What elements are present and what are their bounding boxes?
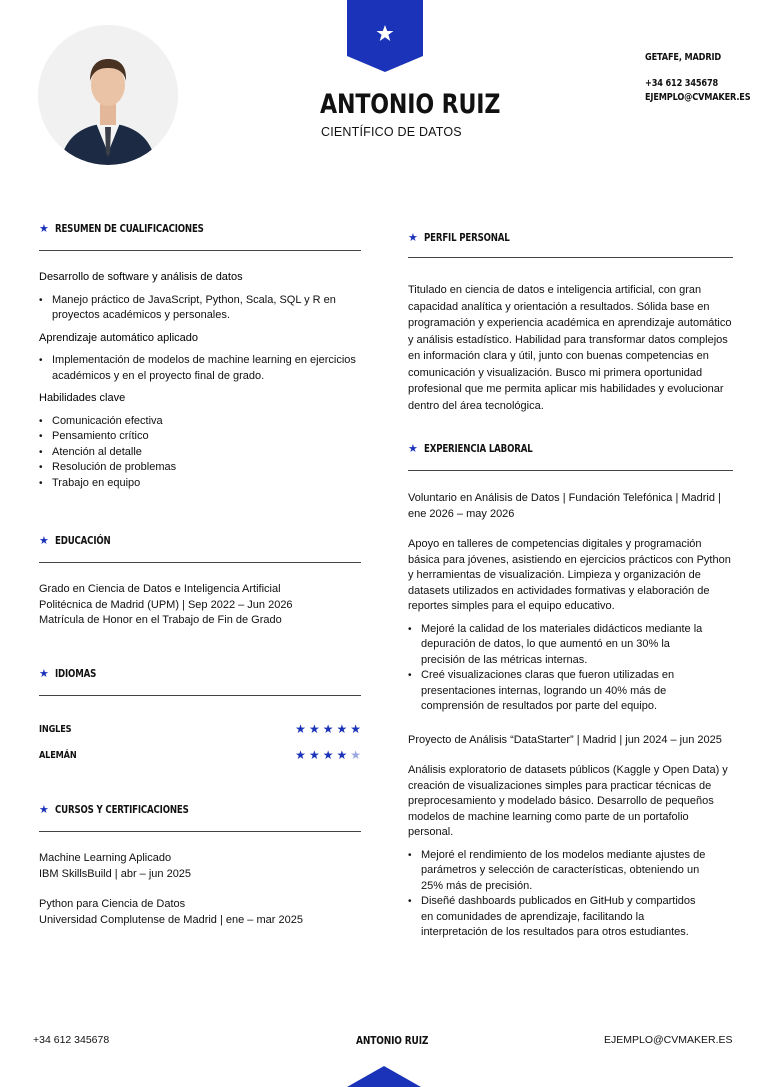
list-item: • Mejoré la calidad de los materiales didácticos mediante la depuración de datos, lo que aumentó en un 30% la precisión de las métricas internas. [408,622,708,669]
divider [39,695,361,696]
profile-photo [38,25,178,165]
qual-heading: Aprendizaje automático aplicado [39,331,198,344]
star-icon: ★ [408,231,418,244]
course-detail: Universidad Complutense de Madrid | ene – mar 2025 [39,913,303,926]
star-icon: ★ [322,748,334,762]
list-item: • Diseñé dashboards publicados en GitHub y compartidos en comunidades de aprendizaje, facilitando la interpretación de los resultados para otros estudiantes. [408,894,708,941]
star-icon: ★ [322,722,334,736]
job-description: Apoyo en talleres de competencias digitales y programación básica para jóvenes, asistiendo en ejercicios prácticos con Python y herramientas de visualización. Limpieza y organización de datasets utilizados en actividades formativas y elaboración de reportes simples para el equipo educativo. [408,538,731,612]
footer-name: ANTONIO RUIZ [356,1034,429,1047]
header-banner [347,0,423,72]
section-title-experience: ★ EXPERIENCIA LABORAL [408,442,533,455]
course-name: Python para Ciencia de Datos [39,898,186,910]
section-title-languages: ★ IDIOMAS [39,667,97,680]
language-row [39,722,361,736]
school-text: Politécnica de Madrid (UPM) | Sep 2022 – Jun 2026 [39,598,293,611]
candidate-name: ANTONIO RUIZ [320,89,501,120]
list-item: • Resolución de problemas [39,460,361,476]
section-title-profile: ★ PERFIL PERSONAL [408,231,510,244]
star-icon: ★ [39,803,49,816]
section-title-courses: ★ CURSOS Y CERTIFICACIONES [39,803,189,816]
divider [39,562,361,563]
footer-phone: +34 612 345678 [33,1034,110,1046]
star-icon: ★ [295,748,306,762]
divider [39,831,361,832]
language-name: ALEMÁN [39,749,77,761]
education-body [39,582,361,629]
star-icon: ★ [295,722,306,736]
rating-stars [295,722,361,736]
phone-text: +34 612 345678 [645,78,719,89]
profile-text: Titulado en ciencia de datos e inteligencia artificial, con gran capacidad analítica y orientación a resultados. Sólida base en programación y experiencia académica en aprendizaje automático y análisis estadístico. Habilidad para transformar datos complejos en información clara y útil, junto con buenas competencias en comunicación y visualización. Busco mi primera oportunidad profesional que me permita aplicar mis habilidades y evolucionar dentro del área tecnológica. [408,284,732,412]
email-link[interactable]: EJEMPLO@CVMAKER.ES [645,92,751,103]
list-item: • Manejo práctico de JavaScript, Python, Scala, SQL y R en proyectos académicos y personales. [39,293,361,324]
course-name: Machine Learning Aplicado [39,852,172,864]
language-name: INGLES [39,723,72,735]
courses-body [39,851,361,928]
list-item: • Trabajo en equipo [39,476,361,492]
qual-heading: Desarrollo de software y análisis de datos [39,271,243,283]
qual-heading: Habilidades clave [39,392,126,404]
section-title-education: ★ EDUCACIÓN [39,534,111,547]
education-note: Matrícula de Honor en el Trabajo de Fin de Grado [39,614,282,626]
job-description: Análisis exploratorio de datasets públicos (Kaggle y Open Data) y creación de visualizaciones simples para practicar técnicas de preprocesamiento y modelado básico. Desarrollo de pequeños modelos de machine learning como parte de un portafolio personal. [408,764,728,838]
list-item: • Pensamiento crítico [39,429,361,445]
contact-info [645,51,750,105]
star-icon: ★ [39,667,49,680]
list-item: • Creé visualizaciones claras que fueron utilizadas en presentaciones internas, logrando un 40% más de comprensión de resultados por parte del equipo. [408,668,708,715]
footer-email[interactable]: EJEMPLO@CVMAKER.ES [604,1034,733,1046]
list-item: • Comunicación efectiva [39,414,361,430]
qualifications-body [39,270,361,491]
location-text: GETAFE, MADRID [645,52,722,63]
list-item: • Mejoré el rendimiento de los modelos mediante ajustes de parámetros y selección de características, obteniendo un 25% más de precisión. [408,848,708,895]
star-icon: ★ [336,748,348,762]
candidate-role: CIENTÍFICO DE DATOS [321,125,462,139]
star-icon: ★ [308,722,320,736]
star-icon: ★ [39,534,49,547]
star-icon: ★ [350,748,361,762]
divider [408,470,733,471]
star-icon: ★ [350,722,361,736]
section-title-qualifications: ★ RESUMEN DE CUALIFICACIONES [39,222,204,235]
star-icon: ★ [408,442,418,455]
job-heading: Proyecto de Análisis “DataStarter” | Madrid | jun 2024 – jun 2025 [408,733,722,746]
rating-stars [295,748,361,762]
course-detail: IBM SkillsBuild | abr – jun 2025 [39,867,192,880]
star-icon: ★ [39,222,49,235]
degree-title: Grado en Ciencia de Datos e Inteligencia Artificial [39,583,281,595]
star-icon: ★ [308,748,320,762]
star-icon: ★ [336,722,348,736]
job-heading: Voluntario en Análisis de Datos | Fundación Telefónica | Madrid | ene 2026 – may 2026 [408,492,721,520]
footer-accent [347,1066,421,1087]
divider [39,250,361,251]
language-row [39,748,361,762]
list-item: • Atención al detalle [39,445,361,461]
list-item: • Implementación de modelos de machine learning en ejercicios académicos y en el proyecto final de grado. [39,353,361,384]
divider [408,257,733,258]
experience-body [408,491,733,941]
